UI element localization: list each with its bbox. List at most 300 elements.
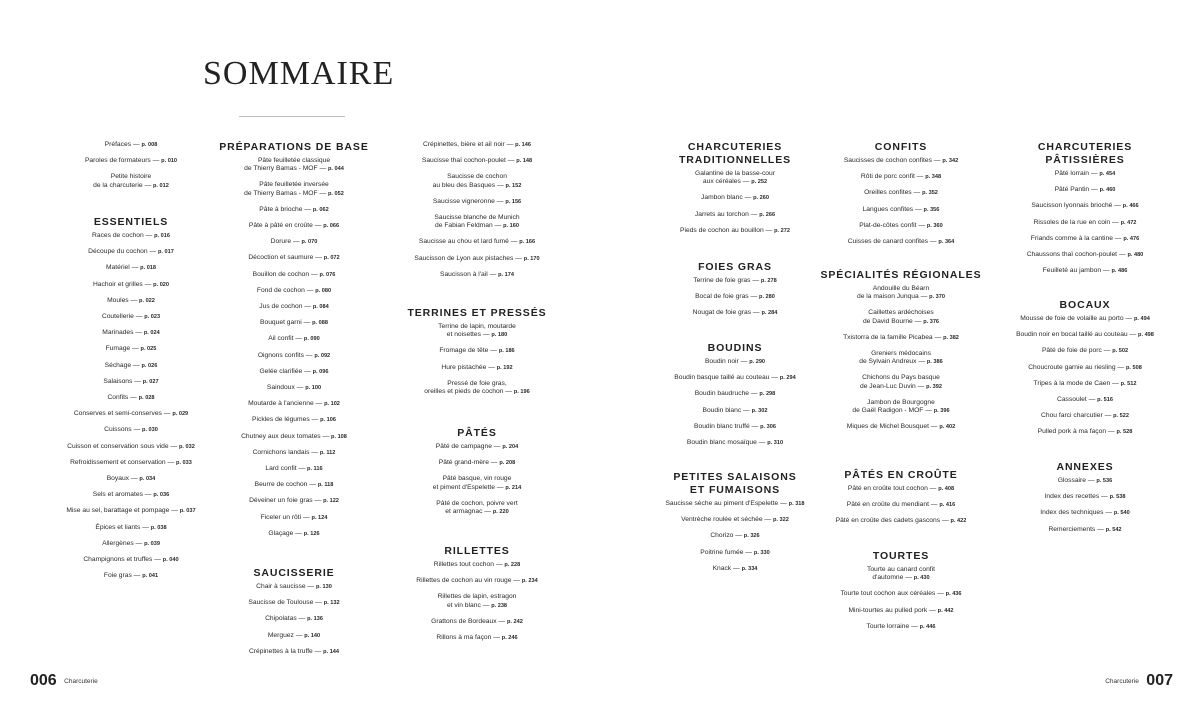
toc-entry [206,181,382,197]
entry-page-ref: p. 352 [922,190,938,197]
entry-title: Plat-de-côtes confit — [859,221,927,229]
toc-entry [640,407,830,415]
entry-title: Saucisse vigneronne — [432,197,506,205]
entry-title: Rillettes de cochon au vin rouge — [416,577,522,585]
toc-entry [206,632,382,640]
entry-title: Grattons de Bordeaux — [431,617,507,625]
toc-entry [206,254,382,262]
entry-page-ref: p. 290 [749,359,766,365]
entry-page-ref: p. 029 [172,411,189,418]
entry-page-ref: p. 156 [505,198,522,205]
entry-page-ref: p. 480 [1127,252,1144,259]
toc-entry [812,334,990,342]
toc-entry [206,465,382,473]
entry-page-ref: p. 052 [328,190,344,197]
entry-title: Pieds de cochon au bouillon — [680,226,775,234]
entry-title: Saucisses de cochon confites — [843,157,943,164]
entry-title: Saucisse de Toulouse — [248,599,324,607]
left-folio [30,672,101,690]
entry-title: Friands comme à la cantine — [1030,234,1124,242]
entry-title: Sels et aromates — [92,491,154,499]
entry-page-ref: p. 494 [1133,316,1150,322]
toc-entry [995,428,1175,436]
entry-page-ref: p. 032 [179,443,195,450]
toc-column-2 [206,0,382,655]
entry-page-ref: p. 486 [1111,268,1128,275]
toc-entry [640,516,830,524]
entry-page-ref: p. 326 [743,533,760,540]
toc-entry [812,485,990,493]
right-page-number: 007 [1146,672,1173,689]
section-heading: FOIES GRAS [698,261,772,273]
section-heading: SPÉCIALITÉS RÉGIONALES [820,269,982,281]
entry-page-ref: p. 041 [142,573,159,580]
entry-page-ref: p. 080 [315,287,332,294]
toc-entry [206,335,382,343]
entry-title: Hure pistachée — [441,363,497,371]
toc-entry [812,238,990,246]
toc-entry [389,593,565,609]
toc-section [36,141,226,198]
section-heading: PÂTÉS [457,427,497,439]
toc-entry [206,319,382,327]
entry-page-ref: p. 174 [498,271,514,278]
entry-title: Lard confit — [265,465,308,473]
entry-page-ref: p. 408 [938,486,955,492]
toc-section [36,216,226,588]
entry-page-ref: p. 442 [937,607,954,614]
toc-entry [995,251,1175,259]
entry-title: Cuisses de canard confites — [847,238,939,246]
entry-title: Salaisons — [103,377,143,385]
toc-entry [389,323,565,339]
section-heading: CHARCUTERIES PÂTISSIÈRES [1037,141,1133,166]
toc-entry [36,362,226,370]
entry-title: Jambon de Bourgogne de Gaël Radigon - MOF — [852,398,935,415]
toc-entry [640,227,830,235]
entry-title: Refroidissement et conservation — [70,458,177,466]
toc-entry [995,219,1175,227]
toc-entry [206,271,382,279]
entry-title: Pâte feuilletée inversée de Thierry Bamas - MOF — [244,181,329,197]
entry-page-ref: p. 416 [939,502,956,509]
toc-entry [995,315,1175,323]
toc-entry [206,416,382,424]
toc-entry [812,374,990,390]
entry-page-ref: p. 116 [307,466,323,473]
toc-entry [995,267,1175,275]
toc-entry [36,141,226,149]
toc-entry [36,540,226,548]
entry-title: Fond de cochon — [256,286,316,294]
toc-entry [36,507,226,515]
entry-page-ref: p. 246 [501,635,518,642]
entry-title: Pâté de campagne — [435,443,503,450]
entry-page-ref: p. 166 [519,239,536,246]
entry-title: Glaçage — [268,529,304,537]
entry-title: Pâté de foie de porc — [1041,347,1113,355]
entry-title: Confits — [107,394,139,402]
entry-title: Miques de Michel Bousquet — [846,423,940,431]
entry-title: Boudin noir — [704,358,750,365]
entry-page-ref: p. 012 [153,182,169,189]
entry-page-ref: p. 360 [926,222,943,229]
toc-entry [812,189,990,197]
toc-entry [36,491,226,499]
entry-title: Déveiner un foie gras — [249,497,324,505]
left-running-title: Charcuterie [64,677,98,685]
entry-page-ref: p. 460 [1099,187,1116,194]
toc-entry [206,222,382,230]
entry-title: Pâté de cochon, poivre vert et armagnac — [436,499,518,516]
entry-title: Saucisson de Lyon aux pistaches — [414,254,524,262]
entry-title: Pâté basque, vin rouge et piment d'Espelette — [432,475,512,491]
entry-page-ref: p. 140 [304,632,321,639]
toc-entry [995,347,1175,355]
toc-entry [389,459,565,467]
entry-title: Allergènes — [102,539,145,547]
entry-page-ref: p. 382 [943,334,959,341]
entry-title: Oreilles confites — [864,189,923,197]
entry-page-ref: p. 386 [926,359,943,366]
toc-entry [206,615,382,623]
entry-title: Terrine de foie gras — [693,277,761,284]
entry-title: Cuissons — [104,426,143,434]
entry-page-ref: p. 100 [305,385,322,392]
entry-title: Galantine de la basse-cour aux céréales — [695,170,775,186]
entry-page-ref: p. 220 [492,509,509,516]
entry-title: Gelée clarifiée — [259,367,313,375]
entry-page-ref: p. 186 [498,348,515,355]
entry-page-ref: p. 234 [521,578,538,585]
entry-title: Préfaces — [104,141,142,148]
entry-page-ref: p. 330 [753,549,770,556]
entry-title: Conserves et semi-conserves — [73,410,173,418]
entry-page-ref: p. 106 [320,417,336,424]
toc-section [995,461,1175,542]
toc-entry [389,271,565,279]
toc-entry [389,238,565,246]
toc-entry [206,583,382,591]
entry-title: Saucisse blanche de Munich de Fabian Feldman — [434,214,520,230]
entry-page-ref: p. 062 [312,206,329,213]
entry-page-ref: p. 242 [506,618,523,625]
toc-entry [206,497,382,505]
entry-title: Txistorra de la famille Picabea — [843,333,944,341]
toc-entry [812,399,990,415]
section-heading: BOUDINS [707,342,763,354]
entry-page-ref: p. 018 [140,265,157,272]
entry-title: Tripes à la mode de Caen — [1033,379,1121,387]
entry-page-ref: p. 070 [301,239,318,246]
entry-title: Chair à saucisse — [256,583,316,590]
toc-entry [389,577,565,585]
section-heading: PRÉPARATIONS DE BASE [219,141,369,153]
toc-section [206,141,382,546]
toc-entry [995,509,1175,517]
toc-entry [36,426,226,434]
toc-section [389,545,565,650]
entry-page-ref: p. 238 [491,602,508,609]
toc-entry [206,530,382,538]
entry-page-ref: p. 356 [923,206,940,213]
entry-title: Chipolatas — [265,615,308,623]
entry-page-ref: p. 152 [505,182,522,189]
toc-entry [812,501,990,509]
toc-section [389,141,565,287]
entry-page-ref: p. 028 [138,395,155,402]
entry-title: Jus de cochon — [259,303,313,311]
toc-entry [640,309,830,317]
entry-page-ref: p. 540 [1113,510,1130,517]
toc-entry [36,394,226,402]
toc-entry [812,517,990,525]
toc-entry [812,173,990,181]
entry-title: Tourte lorraine — [866,622,920,630]
entry-page-ref: p. 088 [312,320,328,327]
entry-page-ref: p. 522 [1113,413,1129,420]
toc-entry [389,475,565,491]
entry-page-ref: p. 102 [324,401,340,408]
entry-title: Pâté Pantin — [1054,186,1100,194]
toc-section [389,307,565,404]
entry-title: Rissoles de la rue en coin — [1033,218,1121,226]
toc-entry [206,599,382,607]
toc-entry [206,648,382,656]
toc-entry [640,423,830,431]
toc-entry [206,384,382,392]
section-heading: PÂTÉS EN CROÛTE [844,469,958,481]
entry-page-ref: p. 310 [767,440,784,447]
toc-entry [36,264,226,272]
toc-entry [36,173,226,189]
entry-page-ref: p. 076 [319,271,336,278]
entry-title: Boudin basque taillé au couteau — [674,374,780,382]
entry-title: Chorizo — [710,532,744,540]
entry-page-ref: p. 508 [1125,364,1142,371]
entry-page-ref: p. 044 [328,166,344,173]
entry-page-ref: p. 034 [139,476,156,483]
entry-page-ref: p. 436 [945,591,962,598]
toc-entry [389,157,565,165]
toc-entry [389,173,565,189]
toc-entry [389,141,565,149]
toc-entry [36,345,226,353]
entry-title: Knack — [712,564,742,572]
toc-entry [640,439,830,447]
toc-entry [995,331,1175,339]
entry-title: Remerciements — [1048,525,1106,533]
entry-page-ref: p. 146 [515,142,532,148]
entry-page-ref: p. 396 [933,408,950,415]
toc-entry [640,565,830,573]
toc-entry [36,313,226,321]
entry-title: Crépinettes à la truffe — [248,647,324,655]
entry-page-ref: p. 130 [315,584,332,590]
entry-page-ref: p. 280 [759,294,775,301]
entry-title: Pâté lorrain — [1054,170,1100,177]
section-heading: CONFITS [874,141,928,153]
section-heading: ESSENTIELS [93,216,169,228]
entry-page-ref: p. 112 [319,449,336,456]
entry-page-ref: p. 348 [925,174,942,181]
toc-entry [36,248,226,256]
toc-entry [389,198,565,206]
entry-title: Bocal de foie gras — [695,293,760,301]
toc-entry [640,500,830,508]
entry-page-ref: p. 512 [1120,380,1137,387]
entry-page-ref: p. 196 [513,389,530,396]
toc-entry [36,157,226,165]
toc-entry [206,287,382,295]
entry-title: Pâté en croûte tout cochon — [847,485,939,492]
toc-entry [812,590,990,598]
entry-title: Rillettes de lapin, estragon et vin blanc — [437,593,517,609]
toc-entry [995,380,1175,388]
entry-page-ref: p. 446 [919,623,936,630]
entry-page-ref: p. 298 [759,391,776,398]
entry-title: Boudin noir en bocal taillé au couteau — [1016,331,1139,339]
entry-page-ref: p. 170 [523,255,540,262]
toc-entry [812,222,990,230]
toc-entry [640,532,830,540]
entry-title: Bouquet garni — [260,319,313,327]
entry-title: Boudin blanc truffé — [694,422,761,430]
toc-entry [640,390,830,398]
toc-entry [206,238,382,246]
entry-title: Index des recettes — [1044,493,1110,501]
entry-title: Cuisson et conservation sous vide — [67,442,180,450]
toc-entry [995,493,1175,501]
toc-section [640,261,830,326]
toc-section [640,342,830,455]
entry-title: Épices et liants — [95,523,151,531]
entry-page-ref: p. 010 [161,158,178,165]
entry-page-ref: p. 148 [516,158,533,165]
toc-entry [995,186,1175,194]
entry-title: Cornichons landais — [252,448,320,456]
toc-section [812,269,990,439]
toc-entry [995,170,1175,178]
entry-title: Pâte à brioche — [259,205,313,213]
entry-page-ref: p. 228 [504,562,521,568]
entry-page-ref: p. 036 [153,492,170,499]
entry-title: Merguez — [267,631,305,639]
toc-entry [389,364,565,372]
entry-title: Pressé de foie gras, oreilles et pieds de cochon — [424,379,512,396]
entry-page-ref: p. 160 [503,223,519,230]
entry-title: Ficeler un rôti — [260,513,312,521]
entry-page-ref: p. 132 [323,600,340,607]
toc-entry [640,194,830,202]
entry-title: Saindoux — [266,384,306,392]
entry-page-ref: p. 118 [317,482,334,489]
entry-title: Saucisse au chou et lard fumé — [418,238,520,246]
section-heading: CHARCUTERIES TRADITIONNELLES [678,141,792,166]
toc-section [812,141,990,254]
entry-title: Ail confit — [268,335,304,343]
toc-entry [812,350,990,366]
entry-title: Oignons confits — [257,351,315,359]
toc-entry [995,202,1175,210]
entry-title: Ventrèche roulée et séchée — [681,516,773,524]
left-page-number: 006 [30,672,57,689]
entry-title: Terrine de lapin, moutarde et noisettes — [438,323,516,339]
toc-entry [389,618,565,626]
entry-title: Rillettes tout cochon — [433,561,505,568]
entry-page-ref: p. 272 [774,227,790,234]
toc-entry [36,297,226,305]
entry-title: Chutney aux deux tomates — [241,432,332,440]
entry-page-ref: p. 038 [150,524,167,531]
toc-section [640,471,830,581]
entry-page-ref: p. 322 [772,517,789,524]
entry-page-ref: p. 306 [760,423,776,430]
entry-title: Caillettes ardéchoises de David Bourne — [862,309,934,325]
entry-page-ref: p. 402 [939,424,956,431]
toc-entry [995,412,1175,420]
entry-title: Saucisse sèche au piment d'Espelette — [665,500,789,507]
toc-entry [36,475,226,483]
entry-title: Nougat de foie gras — [692,309,762,317]
toc-entry [206,433,382,441]
entry-title: Races de cochon — [92,232,155,239]
toc-entry [640,170,830,186]
entry-page-ref: p. 192 [496,364,513,371]
entry-title: Pâté grand-mère — [438,459,500,467]
entry-title: Tourte au canard confit d'automne — [866,566,936,582]
entry-page-ref: p. 027 [142,378,159,385]
section-heading: TERRINES ET PRESSÉS [407,307,547,319]
entry-page-ref: p. 008 [141,142,158,148]
entry-page-ref: p. 126 [303,530,320,537]
entry-title: Feuilleté au jambon — [1042,267,1112,275]
entry-page-ref: p. 033 [176,459,192,466]
toc-entry [36,232,226,240]
entry-title: Pâte à pâté en croûte — [248,222,324,230]
entry-title: Saucisse de cochon au bleu des Basques — [432,173,507,189]
entry-page-ref: p. 022 [139,297,155,304]
section-heading: SAUCISSERIE [253,567,335,579]
entry-title: Dorure — [270,238,302,246]
section-heading: RILLETTES [444,545,510,557]
entry-title: Paroles de formateurs — [84,157,162,165]
entry-title: Beurre de cochon — [254,481,318,489]
toc-entry [640,211,830,219]
entry-page-ref: p. 030 [142,427,158,434]
entry-page-ref: p. 370 [929,294,945,301]
entry-title: Tourte tout cochon aux céréales — [840,590,946,598]
toc-entry [640,277,830,285]
entry-title: Bouillon de cochon — [252,270,320,278]
entry-title: Chaussons thaï cochon-poulet — [1026,251,1128,259]
entry-title: Moules — [107,296,140,304]
entry-title: Pâté en croûte des cadets gascons — [835,517,951,525]
toc-entry [995,235,1175,243]
entry-page-ref: p. 536 [1096,478,1113,484]
toc-entry [206,449,382,457]
toc-entry [206,514,382,522]
entry-title: Matériel — [105,264,141,272]
entry-page-ref: p. 039 [144,540,160,547]
toc-entry [36,281,226,289]
entry-page-ref: p. 376 [923,318,940,325]
toc-column-1 [36,0,226,580]
entry-page-ref: p. 266 [759,211,776,218]
entry-page-ref: p. 016 [154,233,170,239]
entry-title: Foie gras — [103,572,143,580]
toc-entry [389,634,565,642]
